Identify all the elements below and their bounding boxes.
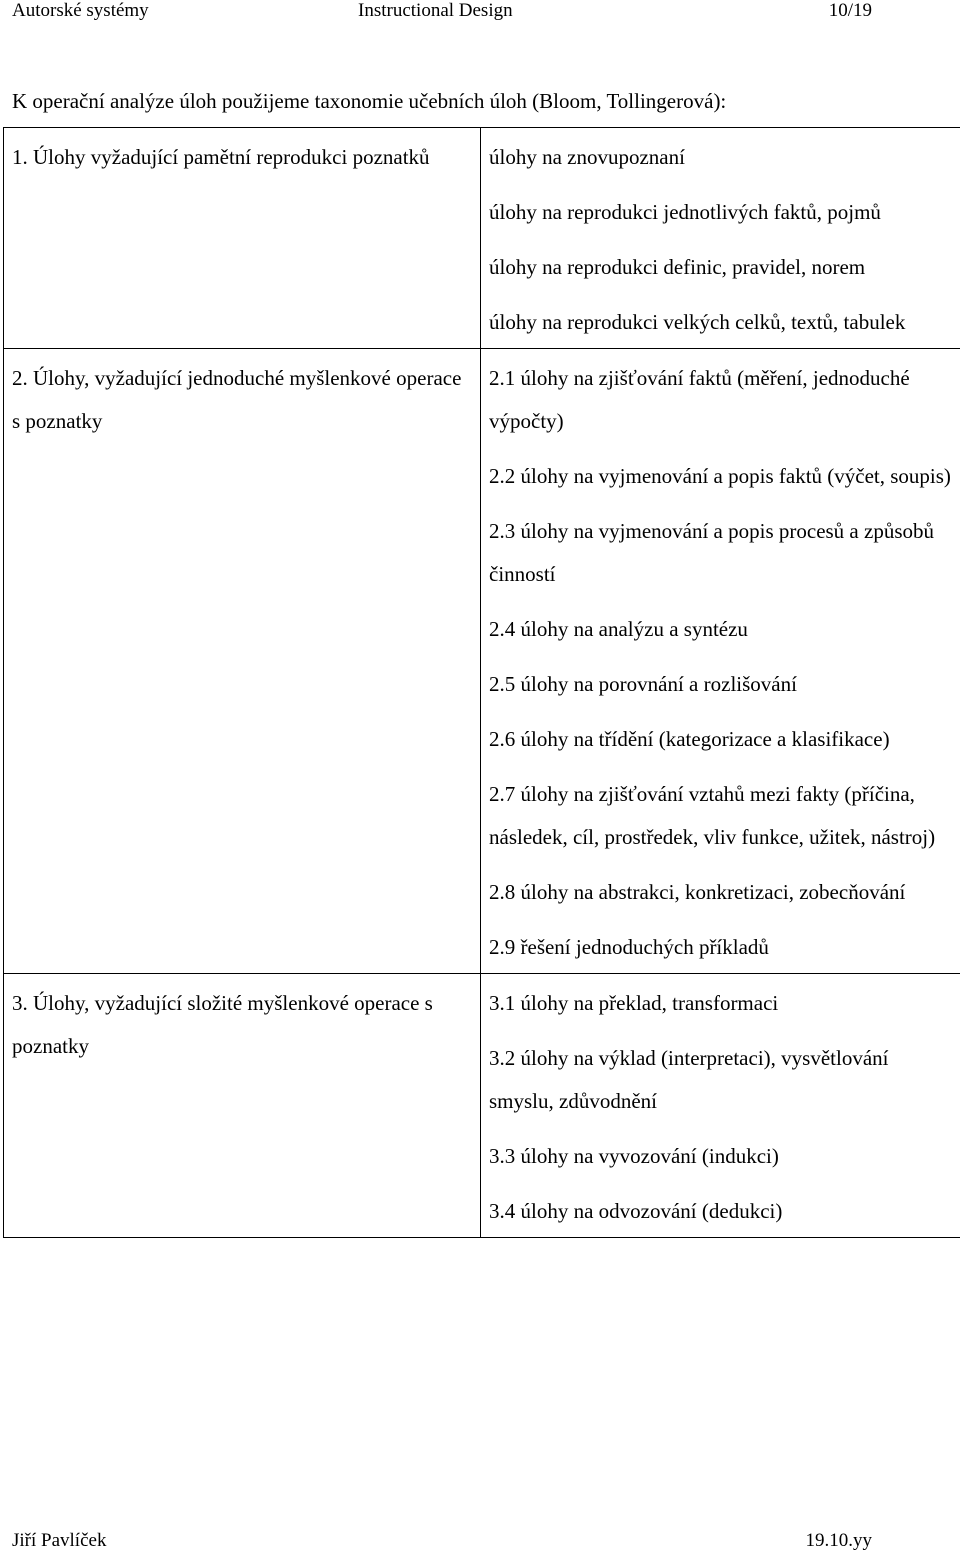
list-item: 2.2 úlohy na vyjmenování a popis faktů (výčet, soupis) (489, 464, 951, 488)
list-item: úlohy na reprodukci definic, pravidel, norem (489, 255, 866, 279)
items-cell (481, 974, 960, 1238)
page-header (0, 0, 960, 22)
list-item: 3.4 úlohy na odvozování (dedukci) (489, 1199, 783, 1223)
list-item: 2.5 úlohy na porovnání a rozlišování (489, 672, 797, 696)
list-item: 2.7 úlohy na zjišťování vztahů mezi fakty (příčina, následek, cíl, prostředek, vliv funkce, užitek, nástroj) (489, 782, 936, 849)
list-item: 2.4 úlohy na analýzu a syntézu (489, 617, 748, 641)
list-item: 2.6 úlohy na třídění (kategorizace a klasifikace) (489, 727, 890, 751)
list-item: 3.1 úlohy na překlad, transformaci (489, 991, 779, 1015)
page-number: 10/19 (828, 0, 872, 21)
header-center-title: Instructional Design (358, 0, 513, 21)
table-row (4, 349, 960, 974)
header-left-title: Autorské systémy (12, 0, 149, 21)
list-item: 2.9 řešení jednoduchých příkladů (489, 935, 769, 959)
category-label: 3. Úlohy, vyžadující složité myšlenkové operace s poznatky (12, 991, 433, 1058)
list-item: úlohy na znovupoznaní (489, 145, 685, 169)
list-item: 3.3 úlohy na vyvozování (indukci) (489, 1144, 779, 1168)
table-row (4, 128, 960, 349)
category-cell (4, 974, 481, 1238)
category-cell (4, 128, 481, 349)
intro-text: K operační analýze úloh použijeme taxonomie učebních úloh (Bloom, Tollingerová): (12, 89, 727, 113)
category-label: 2. Úlohy, vyžadující jednoduché myšlenkové operace s poznatky (12, 366, 462, 433)
list-item: úlohy na reprodukci jednotlivých faktů, pojmů (489, 200, 881, 224)
page-footer (0, 1530, 960, 1554)
items-cell (481, 128, 960, 349)
taxonomy-table (3, 127, 960, 1238)
list-item: 3.2 úlohy na výklad (interpretaci), vysvětlování smyslu, zdůvodnění (489, 1046, 889, 1113)
list-item: 2.8 úlohy na abstrakci, konkretizaci, zobecňování (489, 880, 906, 904)
list-item: úlohy na reprodukci velkých celků, textů, tabulek (489, 310, 906, 334)
category-cell (4, 349, 481, 974)
author-name: Jiří Pavlíček (12, 1530, 107, 1551)
table-row (4, 974, 960, 1238)
items-cell (481, 349, 960, 974)
list-item: 2.3 úlohy na vyjmenování a popis procesů a způsobů činností (489, 519, 934, 586)
list-item: 2.1 úlohy na zjišťování faktů (měření, jednoduché výpočty) (489, 366, 910, 433)
footer-date: 19.10.yy (805, 1530, 872, 1551)
category-label: 1. Úlohy vyžadující pamětní reprodukci poznatků (12, 145, 430, 169)
